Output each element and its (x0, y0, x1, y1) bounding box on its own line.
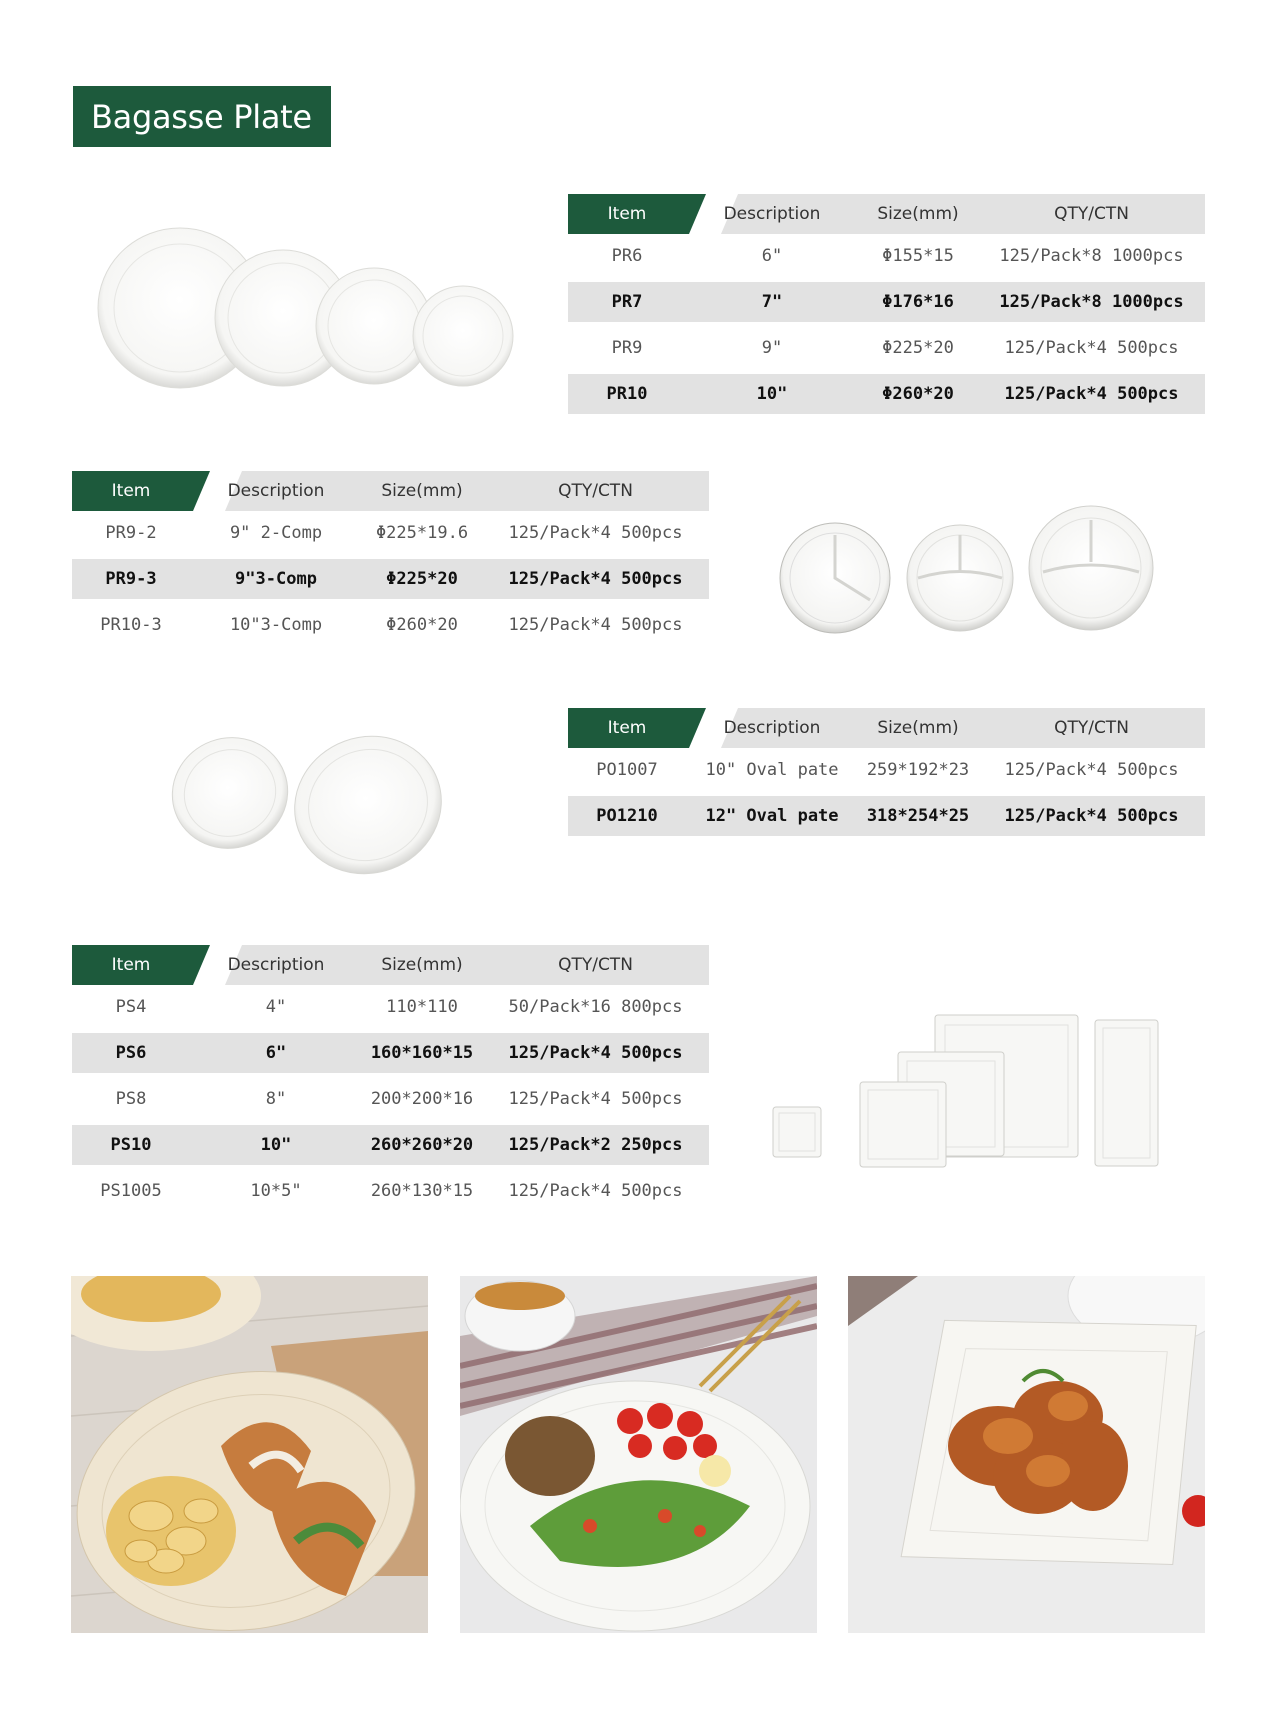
cell-size: 110*110 (386, 997, 458, 1017)
table-row (72, 1125, 709, 1165)
cell-size: Φ225*20 (882, 338, 954, 358)
cell-qty: 125/Pack*4 500pcs (508, 523, 683, 543)
cell-description: 6" (761, 246, 783, 266)
cell-size: Φ225*19.6 (375, 523, 469, 543)
header-qty: QTY/CTN (558, 955, 633, 975)
cell-item: PR9 (611, 338, 643, 358)
cell-item: PS6 (115, 1043, 147, 1063)
cell-size: Φ155*15 (882, 246, 954, 266)
cell-size: Φ260*20 (386, 615, 458, 635)
food-photo-compartment-plate (460, 1276, 817, 1633)
page-title: Bagasse Plate (73, 86, 331, 147)
cell-qty: 50/Pack*16 800pcs (508, 997, 683, 1017)
table-row (568, 748, 1205, 792)
cell-item: PR10-3 (100, 615, 162, 635)
table-row (72, 1033, 709, 1073)
cell-qty: 125/Pack*4 500pcs (508, 615, 683, 635)
header-qty: QTY/CTN (1054, 718, 1129, 738)
cell-item: PR6 (611, 246, 643, 266)
table-header (568, 194, 1205, 234)
cell-description: 10" (756, 384, 788, 404)
cell-description: 9" 2-Comp (229, 523, 323, 543)
header-item: Item (607, 718, 647, 738)
table-row (72, 559, 709, 599)
cell-qty: 125/Pack*2 250pcs (508, 1135, 683, 1155)
cell-qty: 125/Pack*4 500pcs (508, 569, 683, 589)
cell-description: 10*5" (250, 1181, 302, 1201)
cell-description: 10"3-Comp (229, 615, 323, 635)
cell-size: 260*260*20 (370, 1135, 474, 1155)
header-qty: QTY/CTN (558, 481, 633, 501)
round-plate-table (568, 194, 1205, 418)
header-size: Size(mm) (381, 481, 463, 501)
cell-description: 12" Oval pate (705, 806, 839, 826)
cell-qty: 125/Pack*4 500pcs (1004, 760, 1179, 780)
cell-size: 260*130*15 (370, 1181, 474, 1201)
cell-qty: 125/Pack*8 1000pcs (999, 246, 1184, 266)
header-size: Size(mm) (877, 204, 959, 224)
cell-size: Φ260*20 (882, 384, 954, 404)
cell-qty: 125/Pack*4 500pcs (508, 1181, 683, 1201)
cell-size: 160*160*15 (370, 1043, 474, 1063)
cell-description: 9" (761, 338, 783, 358)
cell-item: PS1005 (100, 1181, 162, 1201)
cell-size: 200*200*16 (370, 1089, 474, 1109)
cell-item: PO1210 (596, 806, 658, 826)
cell-qty: 125/Pack*4 500pcs (1004, 338, 1179, 358)
cell-size: Φ225*20 (386, 569, 458, 589)
header-item: Item (607, 204, 647, 224)
cell-item: PS4 (115, 997, 147, 1017)
food-photo-oval-plate (71, 1276, 428, 1633)
compartment-plate-table (72, 471, 709, 647)
cell-size: 318*254*25 (866, 806, 970, 826)
cell-item: PR9-2 (105, 523, 157, 543)
table-row (72, 985, 709, 1029)
header-description: Description (227, 481, 325, 501)
cell-size: 259*192*23 (866, 760, 970, 780)
cell-qty: 125/Pack*8 1000pcs (999, 292, 1184, 312)
header-item: Item (111, 955, 151, 975)
header-qty: QTY/CTN (1054, 204, 1129, 224)
header-description: Description (723, 204, 821, 224)
cell-description: 10" Oval pate (705, 760, 839, 780)
cell-item: PR10 (606, 384, 648, 404)
cell-description: 4" (265, 997, 287, 1017)
table-header (72, 945, 709, 985)
cell-description: 8" (265, 1089, 287, 1109)
cell-description: 6" (265, 1043, 287, 1063)
header-item: Item (111, 481, 151, 501)
cell-description: 10" (260, 1135, 292, 1155)
table-row (72, 603, 709, 647)
table-row (72, 1169, 709, 1213)
table-row (568, 796, 1205, 836)
table-row (568, 234, 1205, 278)
cell-qty: 125/Pack*4 500pcs (1004, 384, 1179, 404)
table-row (568, 282, 1205, 322)
food-photo-square-plate (848, 1276, 1205, 1633)
cell-description: 7" (761, 292, 783, 312)
header-size: Size(mm) (877, 718, 959, 738)
table-row (568, 326, 1205, 370)
oval-plates-image (165, 725, 455, 880)
cell-item: PR9-3 (105, 569, 157, 589)
cell-item: PO1007 (596, 760, 658, 780)
cell-qty: 125/Pack*4 500pcs (1004, 806, 1179, 826)
header-size: Size(mm) (381, 955, 463, 975)
header-description: Description (723, 718, 821, 738)
cell-size: Φ176*16 (882, 292, 954, 312)
cell-item: PR7 (611, 292, 643, 312)
compartment-plates-image (775, 500, 1170, 640)
table-row (72, 511, 709, 555)
cell-qty: 125/Pack*4 500pcs (508, 1043, 683, 1063)
table-row (568, 374, 1205, 414)
square-plate-table (72, 945, 709, 1213)
header-description: Description (227, 955, 325, 975)
oval-plate-table (568, 708, 1205, 840)
cell-qty: 125/Pack*4 500pcs (508, 1089, 683, 1109)
table-header (568, 708, 1205, 748)
square-plates-image (770, 1010, 1170, 1170)
cell-description: 9"3-Comp (235, 569, 317, 589)
table-header (72, 471, 709, 511)
cell-item: PS10 (110, 1135, 152, 1155)
cell-item: PS8 (115, 1089, 147, 1109)
round-plates-image (90, 220, 530, 400)
table-row (72, 1077, 709, 1121)
